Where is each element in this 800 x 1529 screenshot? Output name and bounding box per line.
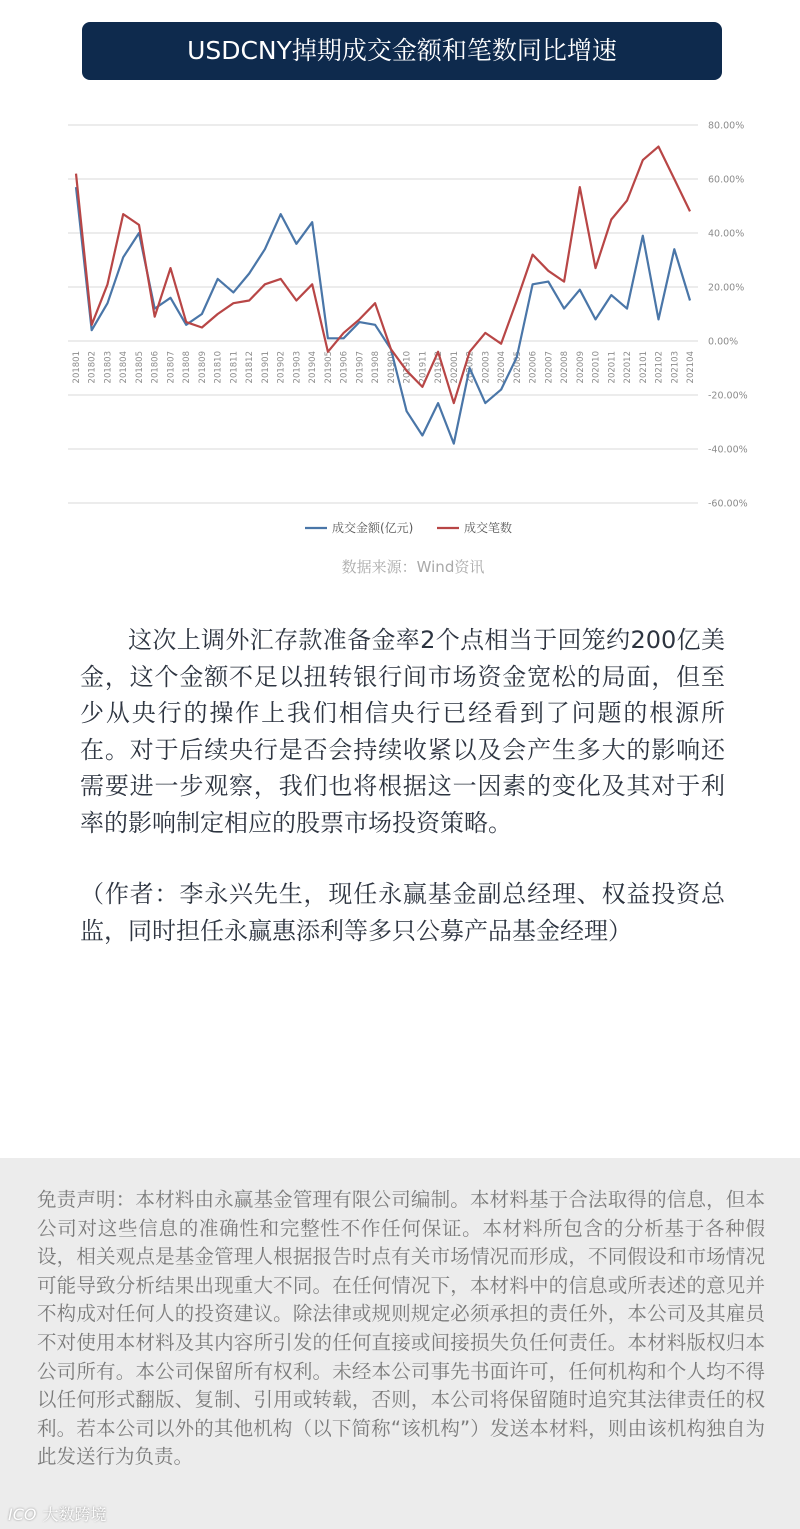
x-tick-label: 201901 [260, 351, 271, 384]
chart-legend [305, 520, 512, 535]
x-tick-label: 202102 [654, 351, 665, 384]
x-tick-label: 201909 [386, 351, 397, 384]
watermark [8, 1502, 107, 1525]
data-source-note: 数据来源：Wind资讯 [341, 558, 485, 576]
x-tick-label: 201808 [182, 351, 193, 384]
x-tick-label: 201801 [72, 351, 82, 384]
x-tick-label: 202007 [544, 351, 555, 384]
x-tick-label: 201907 [355, 351, 366, 384]
chart-series [76, 147, 690, 444]
x-tick-label: 201804 [119, 351, 130, 384]
y-tick-label: -60.00% [708, 498, 748, 510]
x-tick-label: 201903 [292, 351, 303, 384]
legend-label: 成交笔数 [464, 521, 513, 535]
line-chart [0, 100, 800, 560]
x-tick-label: 202006 [528, 351, 539, 384]
x-tick-label: 201911 [418, 351, 429, 384]
x-tick-label: 201906 [339, 351, 350, 384]
x-tick-label: 202103 [670, 351, 681, 384]
x-tick-label: 202004 [497, 350, 508, 384]
x-tick-label: 202005 [512, 351, 523, 384]
x-tick-label: 201805 [134, 351, 145, 384]
x-tick-label: 202010 [591, 351, 602, 384]
legend-label: 成交金额(亿元) [332, 521, 414, 535]
chart-title-bar [82, 22, 722, 80]
x-tick-label: 202104 [686, 351, 696, 384]
x-tick-label: 202003 [481, 351, 492, 384]
x-tick-label: 201810 [213, 351, 224, 384]
x-tick-label: 201905 [323, 351, 334, 384]
x-tick-label: 202101 [638, 351, 649, 384]
article-body [80, 622, 725, 949]
x-tick-label: 202009 [575, 351, 586, 384]
x-axis-tick-labels [72, 351, 696, 383]
y-tick-label: 60.00% [708, 174, 745, 186]
chart-title: USDCNY掉期成交金额和笔数同比增速 [187, 36, 617, 65]
watermark-logo: ICO [8, 1505, 37, 1524]
disclaimer-text: 免责声明：本材料由永赢基金管理有限公司编制。本材料基于合法取得的信息，但本公司对这些信息的准确性和完整性不作任何保证。本材料所包含的分析基于各种假设，相关观点是基金管理人根据报告时点有关市场情况而形成，不同假设和市场情况可能导致分析结果出现重大不同。在任何情况下，本材料中的信息或所表述的意见并不构成对任何人的投资建议。除法律或规则规定必须承担的责任外，本公司及其雇员不对使用本材料及其内容所引发的任何直接或间接损失负任何责任。本材料版权归本公司所有。本公司保留所有权利。未经本公司事先书面许可，任何机构和个人均不得以任何形式翻版、复制、引用或转载，否则，本公司将保留随时追究其法律责任的权利。若本公司以外的其他机构（以下简称“该机构”）发送本材料，则由该机构独自为此发送行为负责。 [37, 1188, 765, 1469]
y-tick-label: -40.00% [708, 444, 748, 456]
y-tick-label: -20.00% [708, 390, 748, 402]
legend-item-2 [437, 520, 512, 535]
x-tick-label: 202012 [623, 351, 634, 384]
legend-item-1 [305, 520, 413, 535]
x-tick-label: 201904 [308, 351, 319, 384]
y-tick-label: 20.00% [708, 282, 745, 294]
chart-grid [68, 125, 698, 503]
x-tick-label: 201912 [434, 351, 445, 384]
y-axis-tick-labels [708, 121, 748, 510]
x-tick-label: 202002 [465, 351, 476, 384]
x-tick-label: 201809 [197, 351, 208, 384]
x-tick-label: 201806 [150, 351, 161, 384]
x-tick-label: 201807 [166, 351, 177, 384]
y-tick-label: 40.00% [708, 228, 745, 240]
x-tick-label: 202008 [560, 351, 571, 384]
x-tick-label: 201803 [103, 351, 114, 384]
x-tick-label: 201802 [87, 351, 98, 384]
y-tick-label: 0.00% [708, 336, 739, 348]
disclaimer-section [0, 1158, 800, 1529]
series-line-1 [76, 187, 690, 444]
x-tick-label: 201910 [402, 351, 413, 384]
author-note: （作者：李永兴先生，现任永赢基金副总经理、权益投资总监，同时担任永赢惠添利等多只公募产品基金经理） [80, 880, 725, 945]
x-tick-label: 201908 [371, 351, 382, 384]
x-tick-label: 201902 [276, 351, 287, 384]
x-tick-label: 201812 [245, 351, 256, 384]
x-tick-label: 201811 [229, 351, 240, 384]
y-tick-label: 80.00% [708, 120, 745, 132]
x-tick-label: 202001 [449, 351, 460, 384]
watermark-text: 大数跨境 [42, 1505, 107, 1524]
x-tick-label: 202011 [607, 351, 618, 384]
article-paragraph: 这次上调外汇存款准备金率2个点相当于回笼约200亿美金，这个金额不足以扭转银行间市场资金宽松的局面，但至少从央行的操作上我们相信央行已经看到了问题的根源所在。对于后续央行是否会持续收紧以及会产生多大的影响还需要进一步观察，我们也将根据这一因素的变化及其对于利率的影响制定相应的股票市场投资策略。 [80, 626, 725, 837]
